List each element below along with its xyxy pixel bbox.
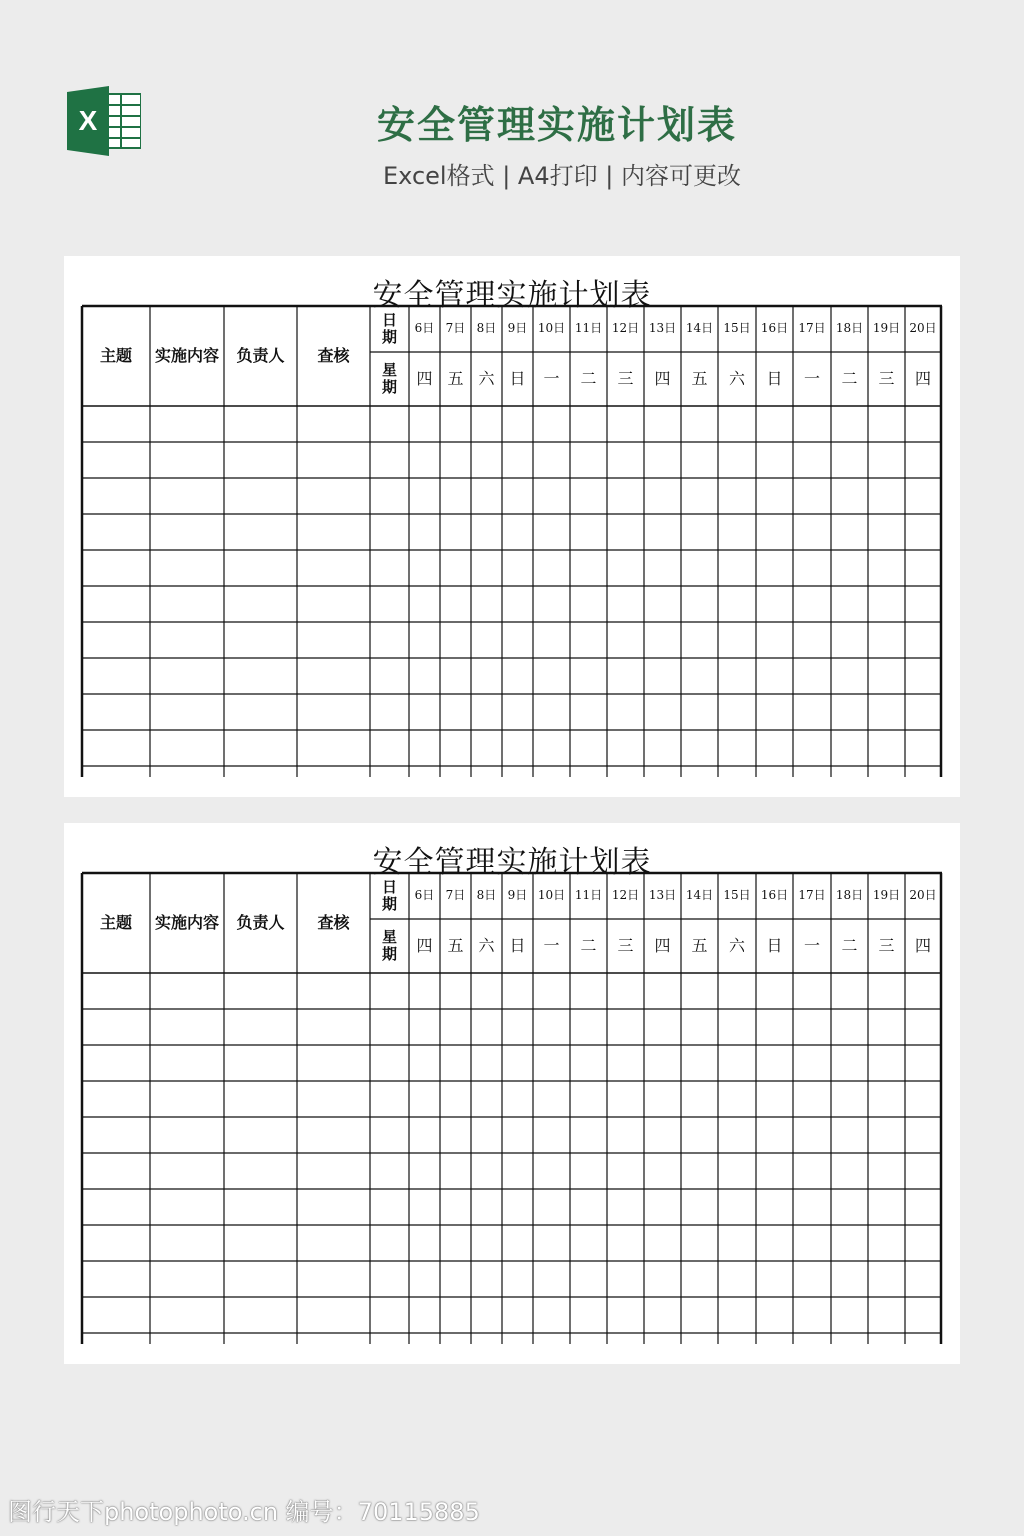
date-header: 12日 — [611, 321, 640, 336]
column-header: 查核 — [317, 345, 350, 365]
weekday-header: 五 — [691, 935, 708, 955]
weekday-header: 二 — [841, 368, 858, 388]
date-row-label: 日 期 — [381, 877, 397, 913]
column-header: 负责人 — [236, 345, 285, 365]
weekday-header: 六 — [478, 935, 495, 955]
date-header: 10日 — [537, 321, 566, 336]
date-header: 6日 — [414, 321, 435, 336]
weekday-header: 一 — [803, 368, 820, 388]
date-header: 8日 — [476, 888, 497, 903]
weekday-header: 二 — [841, 935, 858, 955]
column-header: 主题 — [99, 912, 132, 932]
sheet-title: 安全管理实施计划表 — [372, 845, 652, 880]
date-header: 10日 — [537, 888, 566, 903]
weekday-row-label: 星 期 — [381, 360, 397, 396]
column-header: 主题 — [99, 345, 132, 365]
excel-logo-letter: X — [78, 105, 98, 136]
column-header: 实施内容 — [154, 345, 219, 365]
date-header: 11日 — [574, 888, 603, 903]
weekday-header: 二 — [580, 935, 597, 955]
weekday-row-label: 星 期 — [381, 927, 397, 963]
date-header: 14日 — [685, 888, 714, 903]
date-header: 17日 — [798, 888, 826, 903]
sheet-title: 安全管理实施计划表 — [372, 278, 652, 313]
date-header: 7日 — [445, 888, 466, 903]
page-subtitle: Excel格式 | A4打印 | 内容可更改 — [383, 162, 741, 190]
watermark: 图行天下photophoto.cn 编号：70115885 — [8, 1498, 480, 1526]
weekday-header: 一 — [543, 368, 560, 388]
weekday-header: 日 — [766, 935, 783, 955]
date-header: 15日 — [723, 321, 751, 336]
date-header: 20日 — [909, 888, 937, 903]
date-header: 19日 — [872, 888, 901, 903]
weekday-header: 三 — [617, 368, 634, 388]
weekday-header: 六 — [728, 368, 745, 388]
weekday-header: 四 — [416, 935, 433, 955]
date-header: 16日 — [760, 888, 789, 903]
plan-table — [82, 306, 942, 777]
weekday-header: 日 — [766, 368, 783, 388]
date-header: 12日 — [611, 888, 640, 903]
weekday-header: 四 — [654, 935, 671, 955]
date-header: 6日 — [414, 888, 435, 903]
weekday-header: 三 — [878, 368, 895, 388]
date-header: 7日 — [445, 321, 466, 336]
date-header: 8日 — [476, 321, 497, 336]
weekday-header: 六 — [728, 935, 745, 955]
date-header: 13日 — [648, 321, 677, 336]
weekday-header: 五 — [447, 935, 464, 955]
date-header: 18日 — [835, 321, 864, 336]
weekday-header: 一 — [803, 935, 820, 955]
date-row-label: 日 期 — [381, 310, 397, 346]
weekday-header: 四 — [914, 935, 931, 955]
date-header: 11日 — [574, 321, 603, 336]
date-header: 14日 — [685, 321, 714, 336]
page-title: 安全管理实施计划表 — [376, 103, 737, 147]
weekday-header: 四 — [416, 368, 433, 388]
date-header: 20日 — [909, 321, 937, 336]
date-header: 13日 — [648, 888, 677, 903]
weekday-header: 二 — [580, 368, 597, 388]
weekday-header: 一 — [543, 935, 560, 955]
date-header: 16日 — [760, 321, 789, 336]
column-header: 实施内容 — [154, 912, 219, 932]
plan-table — [82, 873, 942, 1344]
sheet-preview-1 — [64, 256, 960, 797]
date-header: 15日 — [723, 888, 751, 903]
date-header: 9日 — [507, 321, 528, 336]
column-header: 负责人 — [236, 912, 285, 932]
weekday-header: 日 — [509, 935, 526, 955]
weekday-header: 五 — [447, 368, 464, 388]
sheet-preview-2 — [64, 823, 960, 1364]
weekday-header: 六 — [478, 368, 495, 388]
weekday-header: 五 — [691, 368, 708, 388]
weekday-header: 四 — [654, 368, 671, 388]
date-header: 19日 — [872, 321, 901, 336]
column-header: 查核 — [317, 912, 350, 932]
date-header: 17日 — [798, 321, 826, 336]
weekday-header: 三 — [617, 935, 634, 955]
date-header: 18日 — [835, 888, 864, 903]
weekday-header: 四 — [914, 368, 931, 388]
weekday-header: 日 — [509, 368, 526, 388]
date-header: 9日 — [507, 888, 528, 903]
weekday-header: 三 — [878, 935, 895, 955]
